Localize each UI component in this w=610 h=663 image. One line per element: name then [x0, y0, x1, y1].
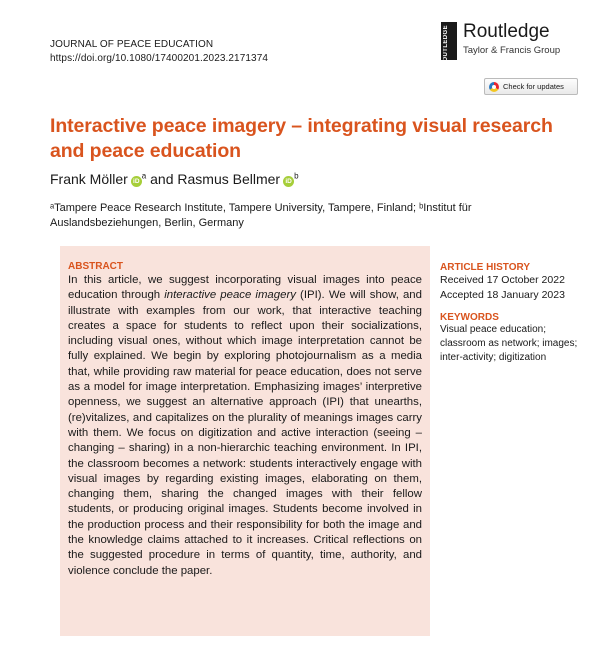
affil-marker: a — [141, 171, 147, 181]
author-name[interactable]: Frank Möller — [50, 171, 128, 187]
abstract-panel — [60, 246, 430, 636]
affiliations: ᵃTampere Peace Research Institute, Tampere University, Tampere, Finland; ᵇInstitut für Auslandsbeziehungen, Berlin, Germany — [50, 202, 472, 229]
article-title: Interactive peace imagery – integrating visual research and peace education — [50, 115, 553, 162]
history-heading: ARTICLE HISTORY — [440, 262, 531, 273]
abstract-italic-term: interactive peace imagery — [164, 289, 296, 302]
keywords-heading: KEYWORDS — [440, 312, 499, 323]
keywords-list: Visual peace education; classroom as network; images; inter-activity; digitization — [440, 324, 578, 363]
author-connector: and — [150, 171, 174, 187]
crossmark-icon — [489, 82, 499, 92]
accepted-date: Accepted 18 January 2023 — [440, 289, 565, 301]
doi-link[interactable]: https://doi.org/10.1080/17400201.2023.2171374 — [50, 53, 269, 64]
author-line — [50, 171, 299, 187]
author-name[interactable]: Rasmus Bellmer — [177, 171, 281, 187]
orcid-icon[interactable]: iD — [131, 176, 142, 187]
received-date: Received 17 October 2022 — [440, 274, 565, 286]
orcid-icon[interactable]: iD — [283, 176, 294, 187]
publisher-name: Routledge — [463, 21, 550, 42]
journal-header — [50, 38, 268, 66]
check-updates-label: Check for updates — [503, 82, 564, 91]
publisher-logo — [441, 20, 581, 67]
journal-name: JOURNAL OF PEACE EDUCATION — [50, 39, 214, 50]
article-sidebar — [440, 262, 580, 365]
abstract-heading: ABSTRACT — [68, 261, 123, 272]
publisher-group: Taylor & Francis Group — [463, 45, 561, 56]
routledge-logo-icon: ROUTLEDGE — [441, 22, 457, 60]
abstract-text: In this article, we suggest incorporating visual images into peace education through interactive peace imagery (IPI). We will show, and illustrate with examples from our work, that interactive teaching creates a space for students to reflect upon their socializations, including visual ones, without which image interpretation cannot be fully explained. We begin by exploring photojournalism as a media that, while providing raw material for peace education, does not serve as a model for image interpretation. Emphasizing images’ interpretive openness, we suggest an alternative approach (IPI) that unearths, (re)vitalizes, and capitalizes on the plurality of meanings images carry with them. We focus on digitization and active interaction (seeing – changing – sharing) in a non-hierarchic teaching environment. In IPI, the classroom becomes a network: students interactively engage with visual images by regarding existing images, elaborating on them, changing them, sharing the changed images with their fellow students, or producing original images. Students become involved in the production process and their responsibility for both the image and the knowledge claims attached to it increases. Critical reflections on the suggested procedure in terms of quantity, time, authority, and violence conclude the paper. — [68, 274, 422, 577]
check-for-updates-button[interactable] — [484, 78, 578, 95]
affil-marker: b — [294, 171, 299, 181]
